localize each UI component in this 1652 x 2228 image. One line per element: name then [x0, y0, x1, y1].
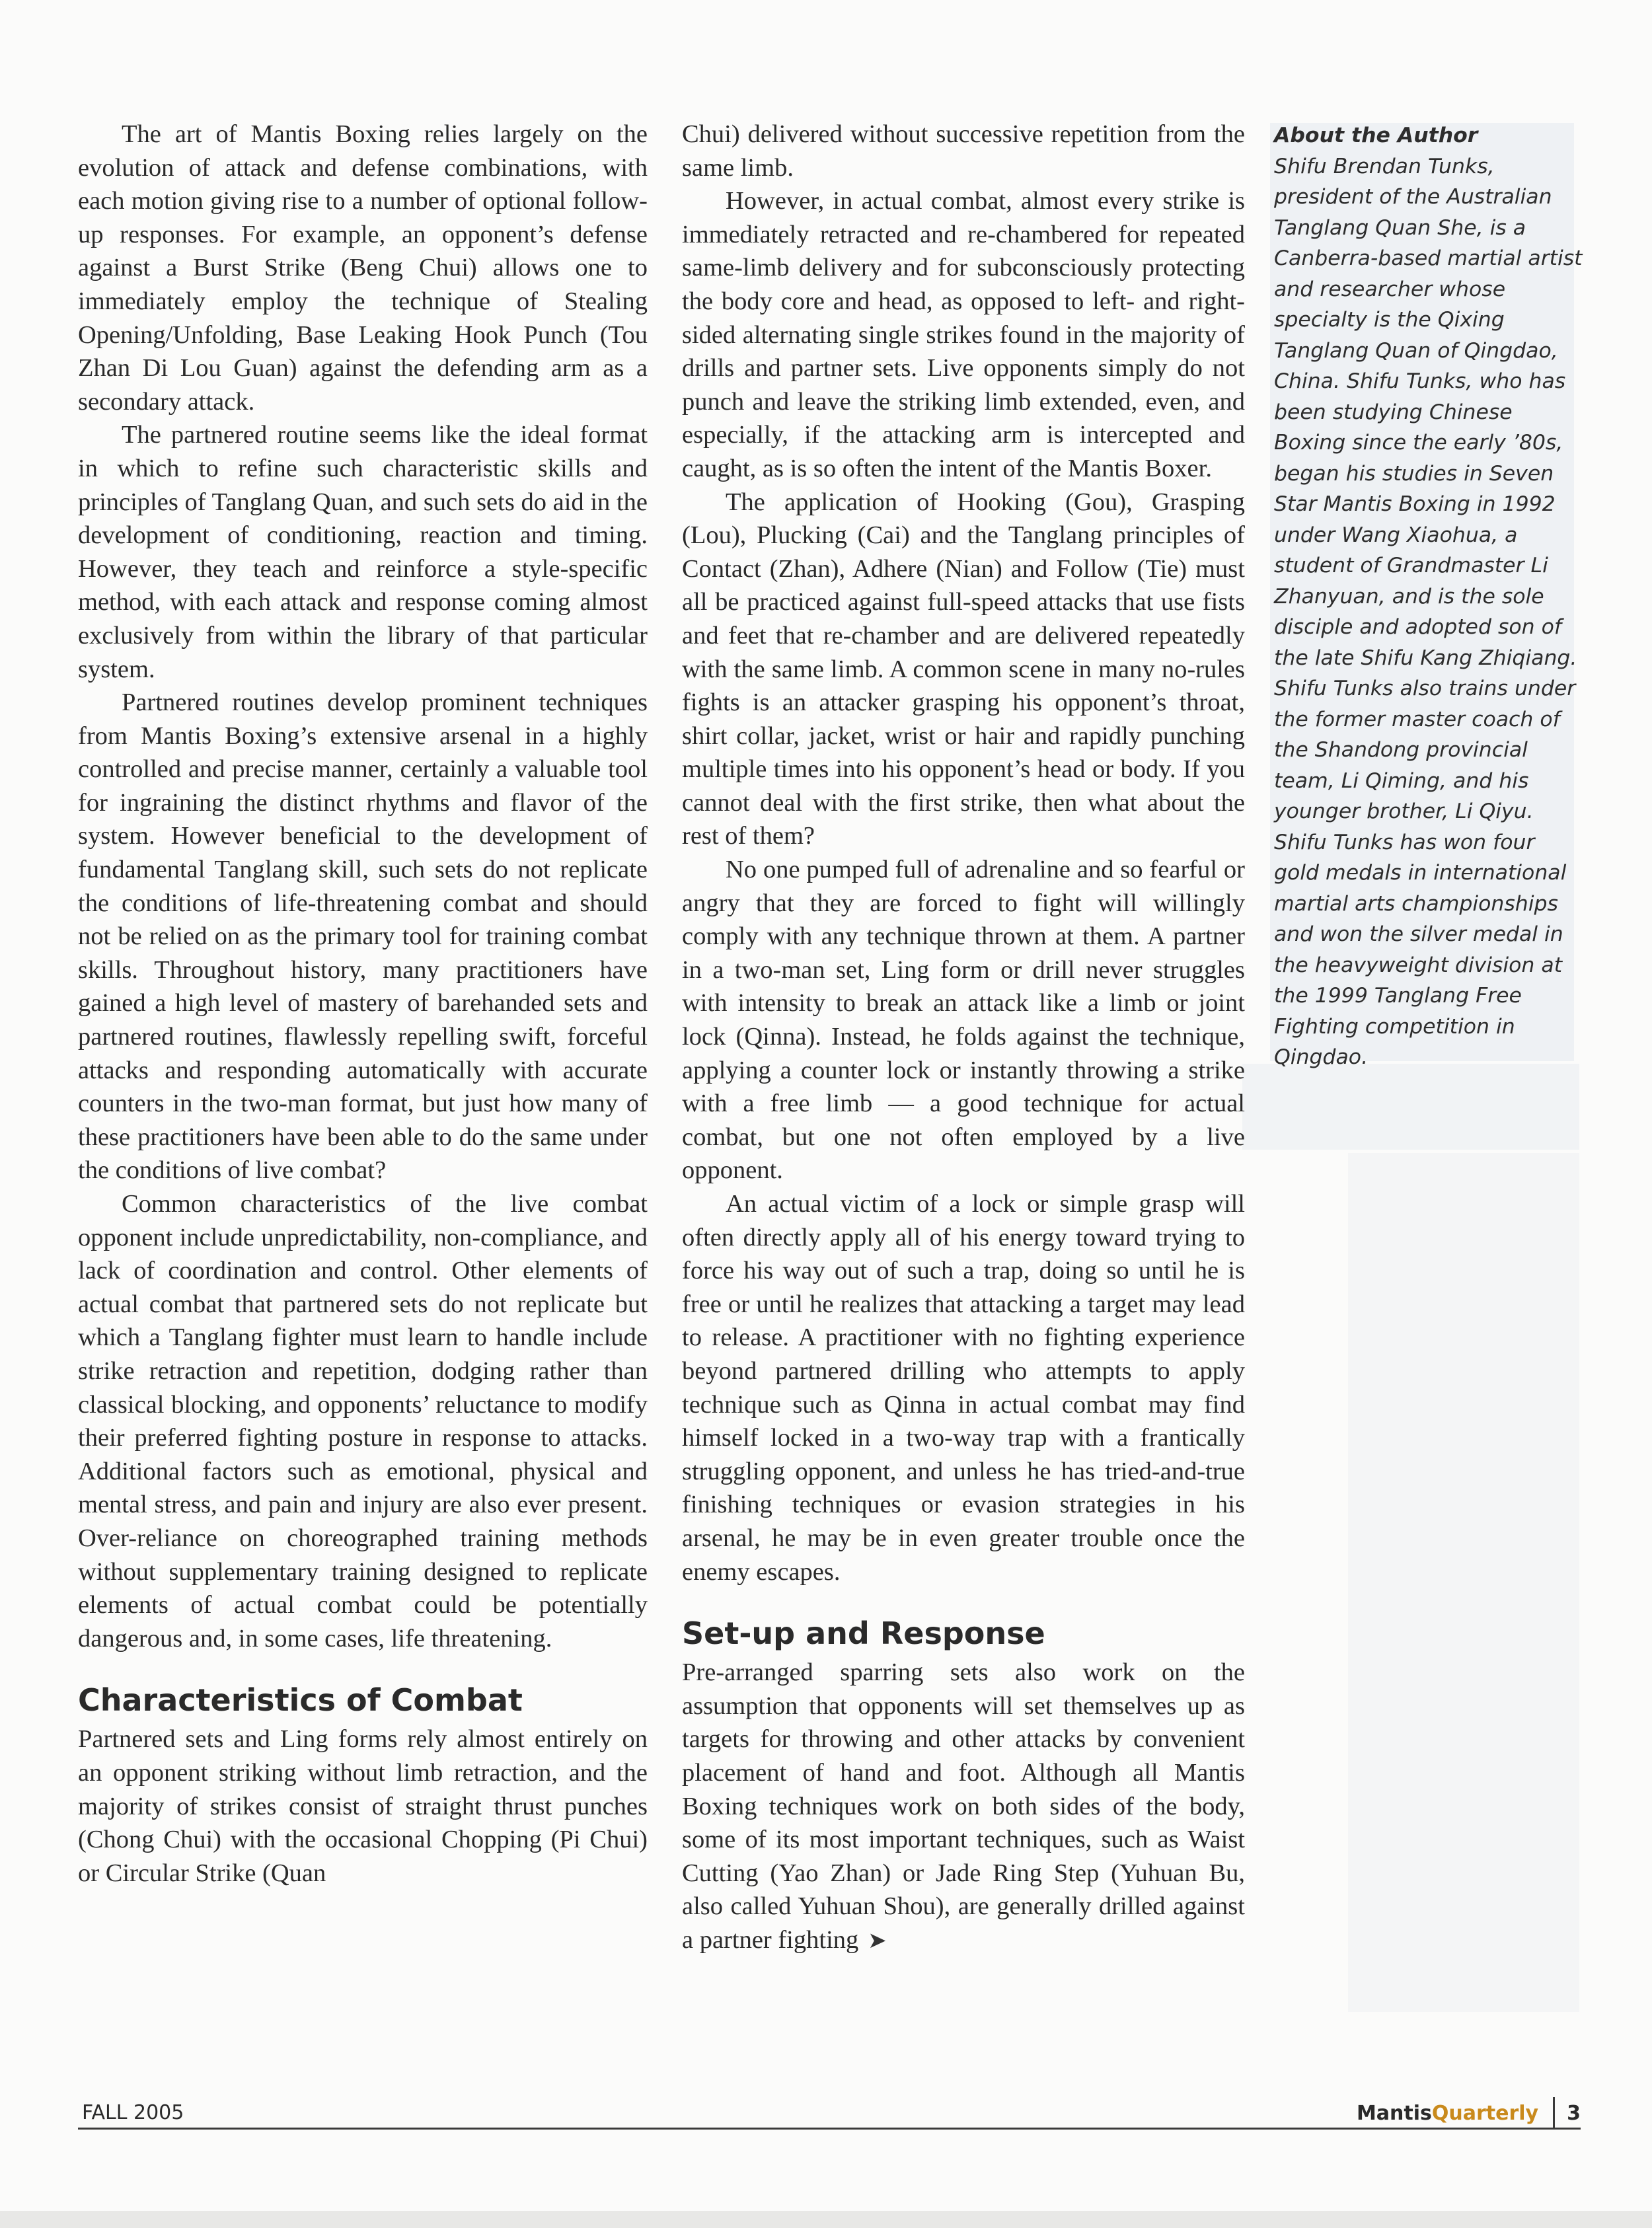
paragraph-text: Pre-arranged sparring sets also work on the assumption that opponents will set themselves up as targets for throwing and other attacks by convenient placement of hand and foot. Although all Mantis Boxing techniques work on both sides of the body, some of its most important techniques, such as Waist Cutting (Yao Zhan) or Jade Ring Step (Yuhuan Bu, also called Yuhuan Shou), are generally drilled against a partner fighting — [682, 1658, 1245, 1954]
footer-masthead — [1357, 2097, 1581, 2129]
section-heading-characteristics: Characteristics of Combat — [78, 1682, 523, 1719]
paragraph: The art of Mantis Boxing relies largely on the evolution of attack and defense combinations, with each motion giving rise to a number of optional follow-up responses. For example, an opponent’s defense against a Burst Strike (Beng Chui) allows one to immediately employ the technique of Stealing Opening/Unfolding, Base Leaking Hook Punch (Tou Zhan Di Lou Guan) against the defending arm as a secondary attack. — [78, 120, 648, 416]
magazine-name-part2: Quarterly — [1431, 2101, 1539, 2125]
footer-rule — [78, 2128, 1581, 2130]
page-bottom-edge — [0, 2211, 1652, 2228]
issue-date: FALL 2005 — [82, 2101, 184, 2124]
article-column-1 — [78, 118, 648, 1890]
article-column-2 — [682, 118, 1245, 1957]
paragraph: The application of Hooking (Gou), Grasping (Lou), Plucking (Cai) and the Tanglang principles of Contact (Zhan), Adhere (Nian) and Follow (Tie) must all be practiced against full-speed attacks that use fists and feet that re-chamber and are delivered repeatedly with the same limb. A common scene in many no-rules fights is an attacker grasping his opponent’s throat, shirt collar, jacket, wrist or hair and rapidly punching multiple times into his opponent’s head or body. If you cannot deal with the first strike, then what about the rest of them? — [682, 488, 1245, 850]
paragraph: Partnered sets and Ling forms rely almost entirely on an opponent striking without limb retraction, and the majority of strikes consist of straight thrust punches (Chong Chui) with the occasional Chopping (Pi Chui) or Circular Strike (Quan — [78, 1725, 648, 1887]
section-heading-setup: Set-up and Response — [682, 1615, 1045, 1652]
footer-divider — [1553, 2097, 1555, 2129]
paragraph: No one pumped full of adrenaline and so fearful or angry that they are forced to fight will willingly comply with any technique thrown at them. A partner in a two-man set, Ling form or drill never struggles with intensity to break an attack like a limb or joint lock (Qinna). Instead, he folds against the technique, applying a counter lock or instantly throwing a strike with a free limb — a good technique for actual combat, but one not often employed by a live opponent. — [682, 856, 1245, 1185]
paragraph: Common characteristics of the live combat opponent include unpredictability, non-compliance, and lack of coordination and control. Other elements of actual combat that partnered sets do not replicate but which a Tanglang fighter must learn to handle include strike retraction and repetition, dodging rather than classical blocking, and opponents’ reluctance to modify their preferred fighting posture in response to attacks. Additional factors such as emotional, physical and mental stress, and pain and injury are also ever present. Over-reliance on choreographed training methods without supplementary training designed to replicate elements of actual combat could be potentially dangerous and, in some cases, life threatening. — [78, 1190, 648, 1652]
sidebar-heading: About the Author — [1274, 124, 1478, 147]
paragraph: The partnered routine seems like the ideal format in which to refine such characteristic skills and principles of Tanglang Quan, and such sets do aid in the development of conditioning, reaction and timing. However, they teach and reinforce a style-specific method, with each attack and response coming almost exclusively from within the library of that particular system. — [78, 421, 648, 683]
sidebar-shade-lower — [1348, 1153, 1579, 2012]
paragraph: However, in actual combat, almost every strike is immediately retracted and re-chambered for repeated same-limb delivery and for subconsciously protecting the body core and head, as opposed to left- and right-sided alternating single strikes found in the majority of drills and partner sets. Live opponents simply do not punch and leave the striking limb extended, even, and especially, if the attacking arm is intercepted and caught, as is so often the intent of the Mantis Boxer. — [682, 187, 1245, 482]
page-number: 3 — [1567, 2101, 1581, 2125]
about-author-sidebar — [1274, 120, 1585, 1073]
sidebar-shade — [1242, 1064, 1579, 1150]
sidebar-body: Shifu Brendan Tunks, president of the Australian Tanglang Quan She, is a Canberra-based martial artist and researcher whose specialty is the Qixing Tanglang Quan of Qingdao, China. Shifu Tunks, who has been studying Chinese Boxing since the early ’80s, began his studies in Seven Star Mantis Boxing in 1992 under Wang Xiaohua, a student of Grandmaster Li Zhanyuan, and is the sole disciple and adopted son of the late Shifu Kang Zhiqiang. Shifu Tunks also trains under the former master coach of the Shandong provincial team, Li Qiming, and his younger brother, Li Qiyu. Shifu Tunks has won four gold medals in international martial arts championships and won the silver medal in the heavyweight division at the 1999 Tanglang Free Fighting competition in Qingdao. — [1274, 154, 1583, 1069]
continue-arrow-icon: ➤ — [868, 1927, 887, 1954]
paragraph-last — [682, 1656, 1245, 1957]
paragraph: Partnered routines develop prominent techniques from Mantis Boxing’s extensive arsenal in a highly controlled and precise manner, certainly a valuable tool for ingraining the distinct rhythms and flavor of the system. However beneficial to the development of fundamental Tanglang skill, such sets do not replicate the conditions of life-threatening combat and should not be relied on as the primary tool for training combat skills. Throughout history, many practitioners have gained a high level of mastery of barehanded sets and partnered routines, flawlessly repelling swift, forceful attacks and responding automatically with accurate counters in the two-man format, but just how many of these practitioners have been able to do the same under the conditions of live combat? — [78, 688, 648, 1185]
paragraph: An actual victim of a lock or simple grasp will often directly apply all of his energy toward trying to force his way out of such a trap, doing so until he is free or until he realizes that attacking a target may lead to release. A practitioner with no fighting experience beyond partnered drilling who attempts to apply technique such as Qinna in actual combat may find himself locked in a two-way trap with a frantically struggling opponent, and unless he has tried-and-true finishing techniques or evasion strategies in his arsenal, he may be in even greater trouble once the enemy escapes. — [682, 1190, 1245, 1586]
magazine-name-part1: Mantis — [1356, 2101, 1432, 2125]
paragraph-continuation: Chui) delivered without successive repetition from the same limb. — [682, 120, 1245, 182]
